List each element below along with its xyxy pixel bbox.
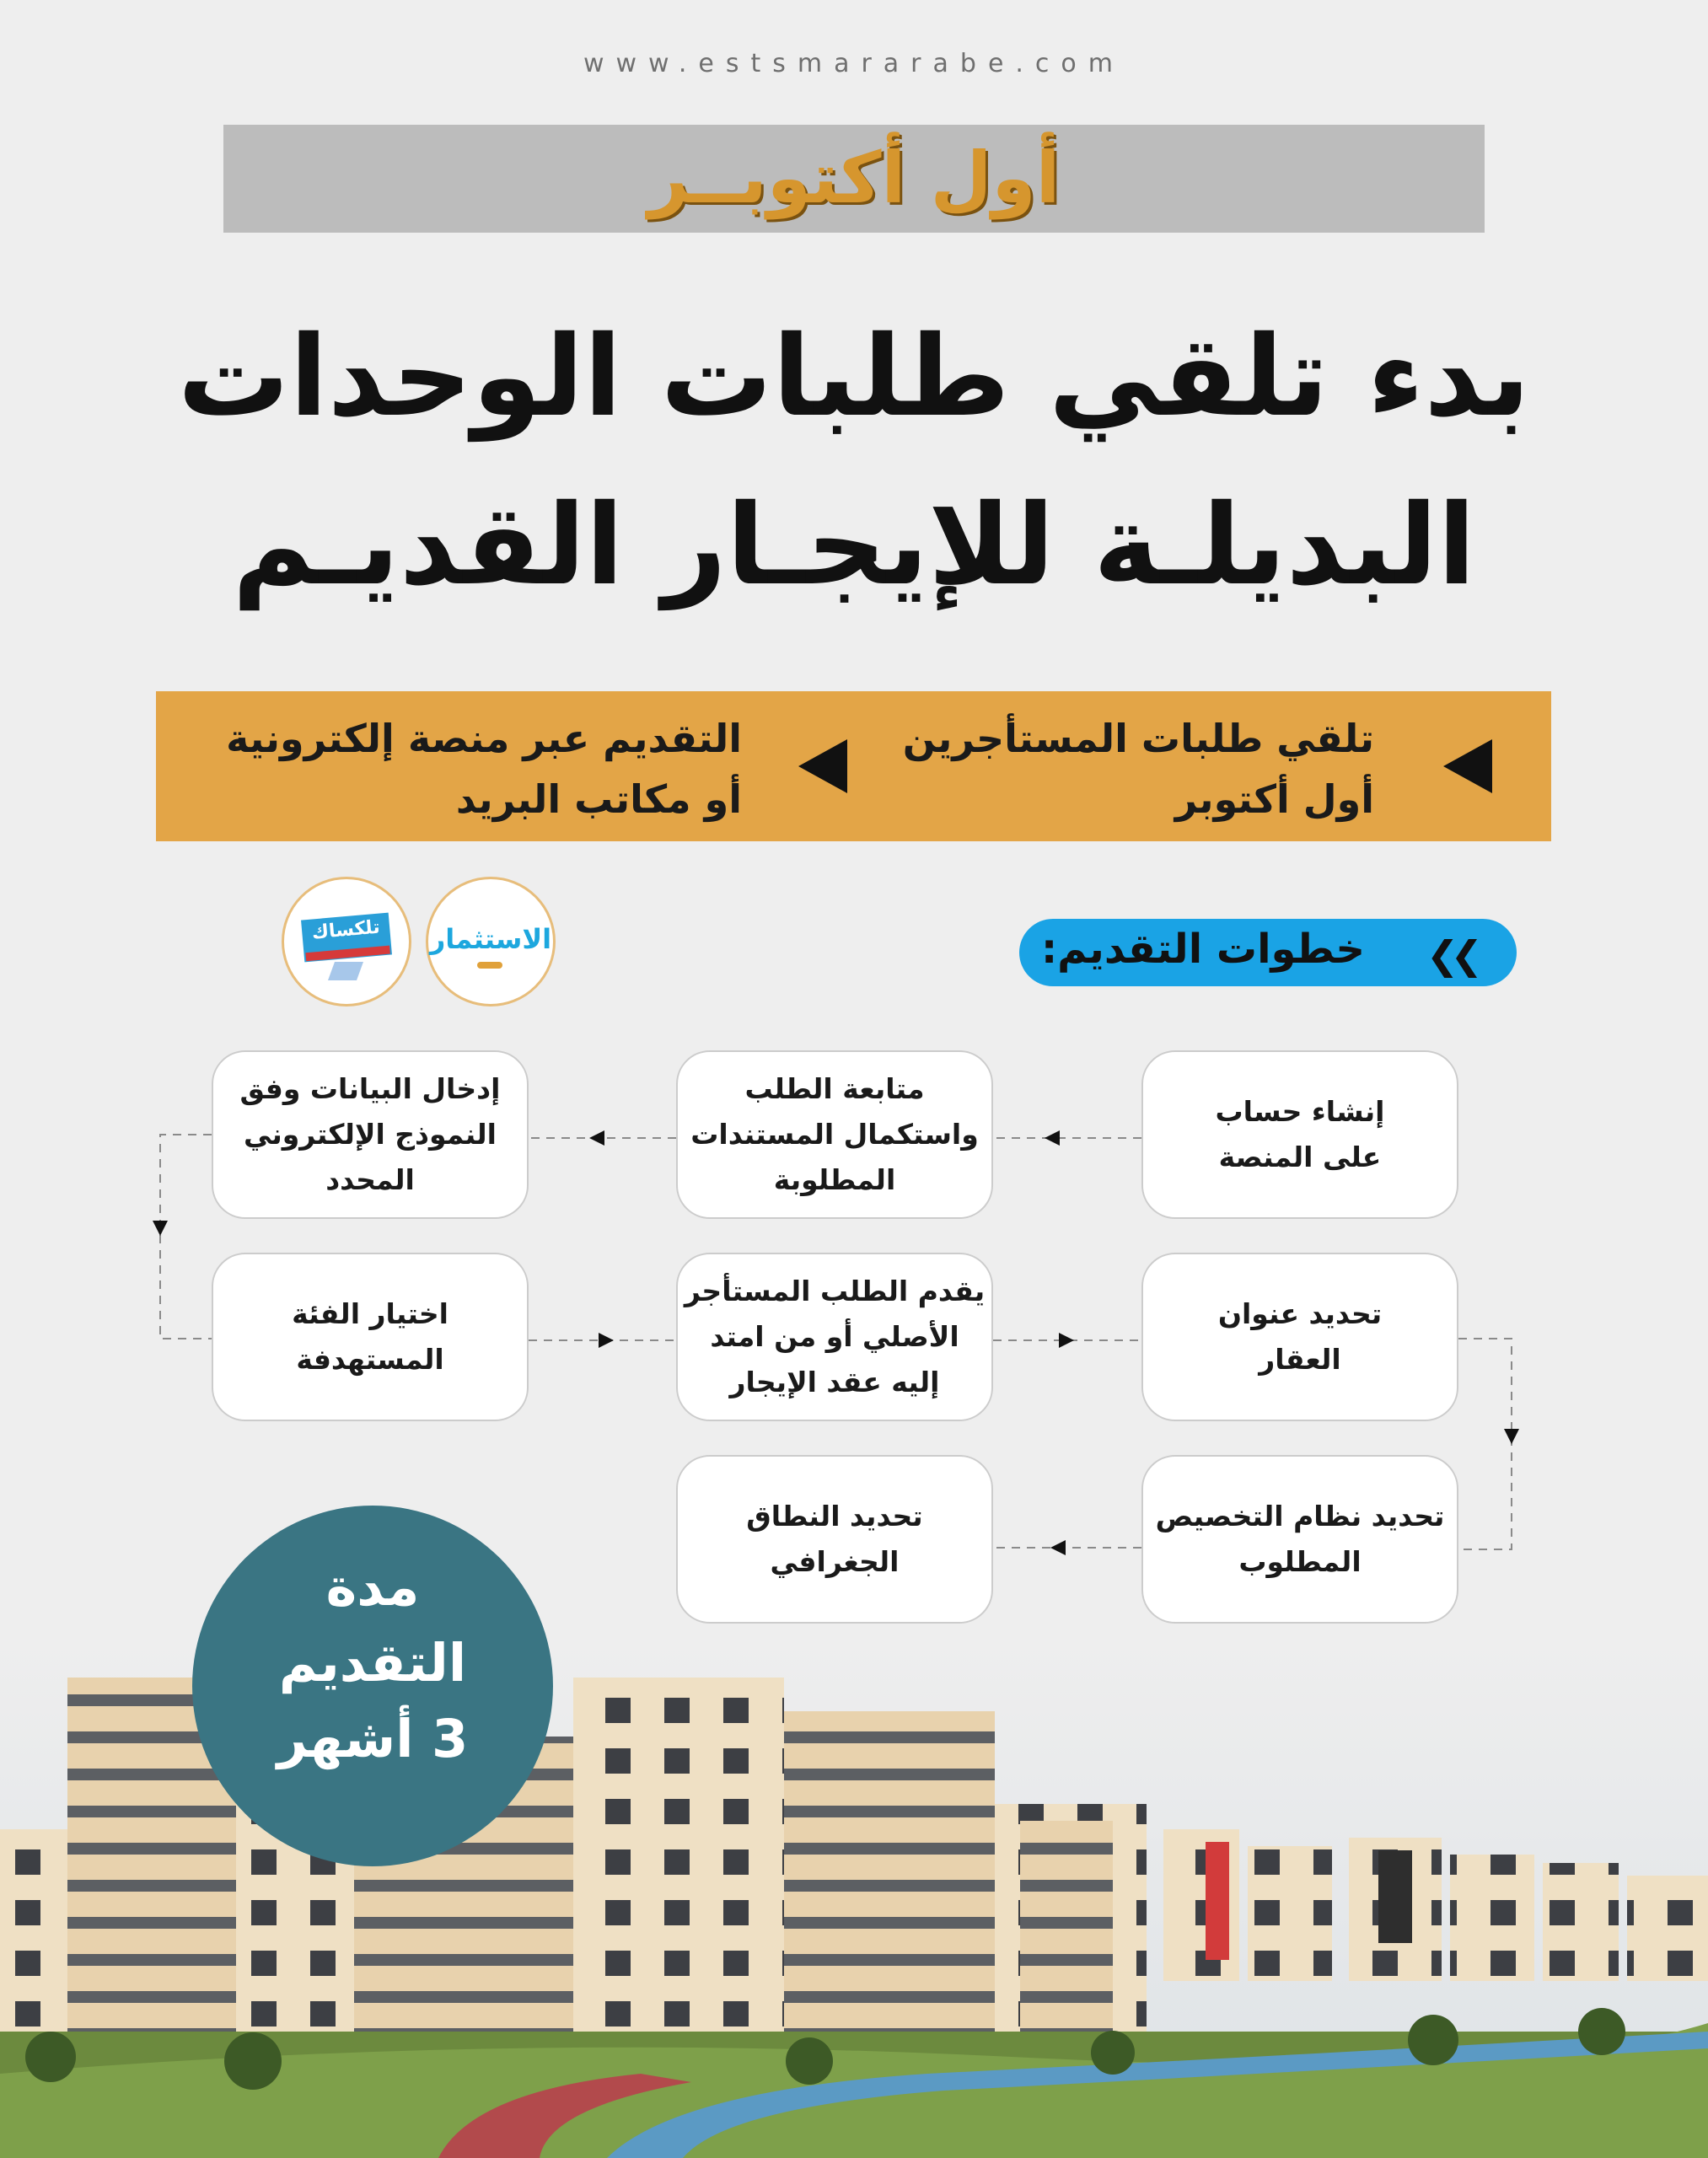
step-text: تحديد نظام التخصيص المطلوب — [1155, 1500, 1445, 1578]
step-text: متابعة الطلب واستكمال المستندات المطلوبة — [690, 1072, 979, 1196]
info-channel-line1: التقديم عبر منصة إلكترونية — [226, 716, 742, 761]
arrow-down-icon — [1504, 1429, 1519, 1444]
step-text: اختيار الفئة المستهدفة — [292, 1297, 448, 1376]
duration-line1: مدة — [325, 1556, 420, 1618]
step-choose-category — [212, 1253, 529, 1421]
headline-line-1: بدء تلقي طلبات الوحدات — [177, 312, 1531, 442]
arrow-right-icon — [1059, 1333, 1074, 1348]
date-banner-text: أول أكتوبــر — [647, 137, 1061, 219]
step-text: تحديد عنوان العقار — [1217, 1297, 1383, 1376]
istithmar-logo-text: الاستثمار — [429, 923, 552, 955]
arrow-right-icon — [599, 1333, 614, 1348]
info-receiving-line1: تلقي طلبات المستأجرين — [902, 716, 1374, 761]
step-allocation-system — [1141, 1455, 1458, 1624]
arrow-down-icon — [153, 1221, 168, 1236]
step-eligible-applicant — [676, 1253, 993, 1421]
step-property-address — [1141, 1253, 1458, 1421]
arrow-left-icon — [589, 1130, 604, 1146]
headline-line-2: البديلـة للإيجـار القديـم — [232, 480, 1476, 610]
site-url: www.estsmararabe.com — [583, 49, 1125, 78]
step-text: يقدم الطلب المستأجر الأصلي أو من امتد إليه عقد الإيجار — [684, 1275, 986, 1398]
step-geographic-scope — [676, 1455, 993, 1624]
step-create-account — [1141, 1050, 1458, 1219]
info-channel-line2: أو مكاتب البريد — [455, 776, 742, 822]
step-text: إدخال البيانات وفق النموذج الإلكتروني المحدد — [239, 1072, 501, 1196]
step-enter-data — [212, 1050, 529, 1219]
duration-line2: التقديم — [278, 1632, 467, 1694]
step-text: تحديد النطاق الجغرافي — [746, 1500, 923, 1578]
step-follow-up-request — [676, 1050, 993, 1219]
arrow-left-icon — [1050, 1540, 1066, 1555]
steps-title: خطوات التقديم: — [1040, 926, 1365, 973]
info-receiving-line2: أول أكتوبر — [1174, 776, 1374, 822]
duration-badge — [192, 1506, 553, 1866]
duration-line3: 3 أشهر — [277, 1708, 469, 1769]
arrow-left-icon — [1045, 1130, 1060, 1146]
step-text: إنشاء حساب على المنصة — [1215, 1095, 1385, 1173]
tlx-logo-text: تلكساك — [310, 916, 381, 944]
double-chevron-left-icon: ❮❮ — [1426, 932, 1474, 978]
